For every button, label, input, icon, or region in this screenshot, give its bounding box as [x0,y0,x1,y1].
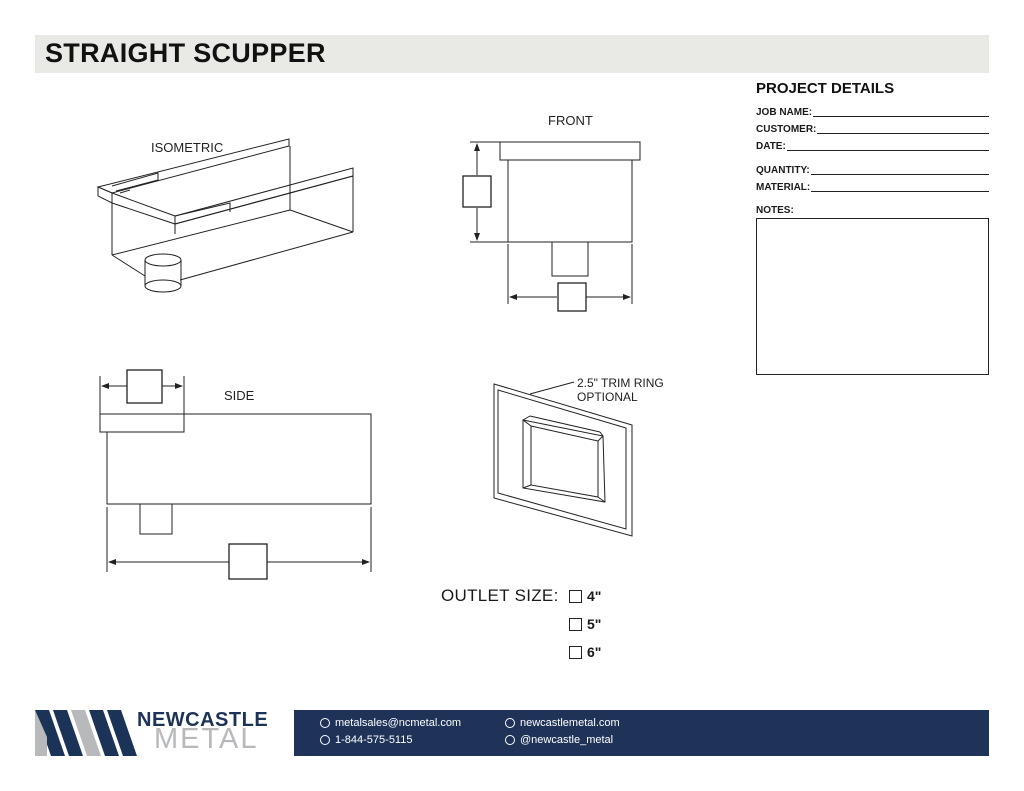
website-text[interactable]: newcastlemetal.com [520,717,620,729]
date-label: DATE: [756,141,786,152]
outlet-option-5[interactable] [569,616,601,632]
date-field[interactable] [756,138,989,152]
isometric-label: ISOMETRIC [151,140,224,155]
outlet-option-label: 6" [587,644,602,660]
job-name-line[interactable] [813,116,989,117]
outlet-option-4[interactable] [569,588,601,604]
isometric-view [98,139,353,292]
globe-icon [505,718,515,728]
customer-label: CUSTOMER: [756,124,817,135]
email-contact[interactable] [320,717,461,729]
notes-box[interactable] [756,218,989,375]
instagram-icon [505,735,515,745]
outlet-option-label: 4" [587,588,602,604]
phone-text[interactable]: 1-844-575-5115 [335,734,413,746]
quantity-line[interactable] [811,174,989,175]
outlet-option-6[interactable] [569,644,601,660]
material-label: MATERIAL: [756,182,811,193]
front-view [463,142,640,311]
date-line[interactable] [787,150,989,151]
quantity-label: QUANTITY: [756,165,810,176]
trim-ring-optional-label: OPTIONAL [577,390,638,404]
social-text[interactable]: @newcastle_metal [520,734,614,746]
social-contact[interactable] [505,734,613,746]
project-details-title: PROJECT DETAILS [756,80,895,97]
email-text[interactable]: metalsales@ncmetal.com [335,717,462,729]
side-label: SIDE [224,388,255,403]
brand-name-line2: METAL [154,723,259,755]
trim-ring-label: 2.5" TRIM RING [577,376,664,390]
outlet-option-label: 5" [587,616,602,632]
outlet-size-label: OUTLET SIZE: [441,586,559,605]
job-name-field[interactable] [756,104,989,118]
material-line[interactable] [811,191,989,192]
checkbox-5-inch[interactable] [569,618,582,631]
front-label: FRONT [548,113,593,128]
checkbox-4-inch[interactable] [569,590,582,603]
trim-ring-view [494,382,632,536]
checkbox-6-inch[interactable] [569,646,582,659]
customer-line[interactable] [817,133,989,134]
website-contact[interactable] [505,717,620,729]
quantity-field[interactable] [756,162,989,176]
phone-contact[interactable] [320,734,412,746]
material-field[interactable] [756,179,989,193]
customer-field[interactable] [756,121,989,135]
brand-name-line1: NEWCASTLE [137,709,269,731]
job-name-label: JOB NAME: [756,107,813,118]
notes-label: NOTES: [756,205,794,216]
page-title: STRAIGHT SCUPPER [45,38,326,68]
phone-icon [320,735,330,745]
email-icon [320,718,330,728]
